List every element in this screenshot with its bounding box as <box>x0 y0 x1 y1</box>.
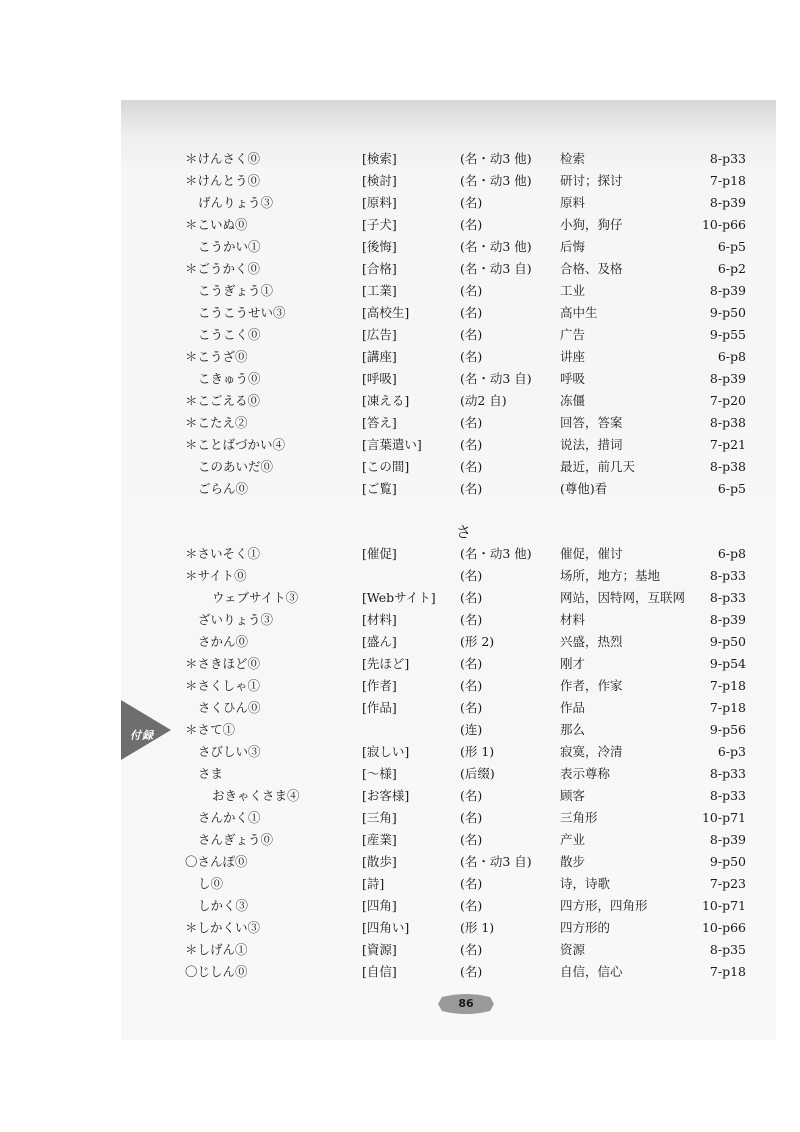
entry-ref: 7-p18 <box>709 700 746 715</box>
entry-kanji: [高校生] <box>362 305 410 320</box>
entry-ref: 9-p50 <box>709 305 746 320</box>
entry-ref: 7-p21 <box>709 437 746 452</box>
entry-meaning: 产业 <box>560 832 586 847</box>
entry-ref: 6-p2 <box>717 261 746 276</box>
entry-kanji: [子犬] <box>362 217 397 232</box>
entry-word: ＊けんとう⓪ <box>185 173 261 188</box>
entry-pos: (名・动3 自) <box>460 371 532 386</box>
entry-kanji: [作者] <box>362 678 397 693</box>
entry-kanji: [散歩] <box>362 854 397 869</box>
entry-ref: 7-p18 <box>709 173 746 188</box>
entry-word: おきゃくさま④ <box>212 788 300 803</box>
entry-kanji: [四角] <box>362 898 397 913</box>
entry-ref: 8-p33 <box>709 788 746 803</box>
list-item <box>0 829 800 851</box>
entry-word: このあいだ⓪ <box>198 459 274 474</box>
entry-pos: (名) <box>460 349 483 364</box>
entry-pos: (名・动3 自) <box>460 854 532 869</box>
list-item <box>0 653 800 675</box>
list-item <box>0 895 800 917</box>
entry-word: ＊サイト⓪ <box>185 568 247 583</box>
list-item <box>0 697 800 719</box>
entry-meaning: (尊他)看 <box>560 481 608 496</box>
entry-kanji: [作品] <box>362 700 397 715</box>
entry-word: ＊さいそく① <box>185 546 261 561</box>
entry-ref: 7-p20 <box>709 393 746 408</box>
entry-pos: (名) <box>460 942 483 957</box>
entry-meaning: 诗，诗歌 <box>560 876 611 891</box>
entry-meaning: 刚才 <box>560 656 586 671</box>
entry-meaning: 研讨；探讨 <box>560 173 623 188</box>
entry-kanji: [後悔] <box>362 239 397 254</box>
entry-ref: 8-p39 <box>709 195 746 210</box>
entry-kanji: [詩] <box>362 876 385 891</box>
entry-kanji: [催促] <box>362 546 397 561</box>
entry-pos: (名・动3 他) <box>460 173 532 188</box>
entry-meaning: 回答，答案 <box>560 415 623 430</box>
entry-meaning: 场所，地方；基地 <box>560 568 661 583</box>
entry-pos: (名) <box>460 481 483 496</box>
list-item <box>0 324 800 346</box>
entry-ref: 8-p39 <box>709 612 746 627</box>
entry-pos: (名) <box>460 459 483 474</box>
entry-meaning: 催促，催讨 <box>560 546 623 561</box>
entry-ref: 10-p71 <box>701 898 746 913</box>
entry-word: こうこく⓪ <box>198 327 261 342</box>
entry-word: ＊けんさく⓪ <box>185 151 261 166</box>
entry-ref: 9-p50 <box>709 854 746 869</box>
entry-meaning: 散步 <box>560 854 586 869</box>
entry-meaning: 材料 <box>560 612 586 627</box>
entry-pos: (名・动3 他) <box>460 239 532 254</box>
entry-pos: (形 1) <box>460 920 495 935</box>
entry-kanji: [検索] <box>362 151 397 166</box>
entry-ref: 6-p3 <box>717 744 746 759</box>
entry-pos: (连) <box>460 722 483 737</box>
entry-meaning: 检索 <box>560 151 586 166</box>
entry-meaning: 表示尊称 <box>560 766 611 781</box>
entry-word: ＊ごうかく⓪ <box>185 261 261 276</box>
entry-kanji: [Webサイト] <box>362 590 436 605</box>
entry-pos: (名) <box>460 568 483 583</box>
entry-word: ごらん⓪ <box>198 481 249 496</box>
entry-pos: (形 1) <box>460 744 495 759</box>
entry-pos: (名) <box>460 437 483 452</box>
entry-ref: 10-p66 <box>701 217 746 232</box>
entry-ref: 8-p33 <box>709 151 746 166</box>
entry-kanji: [材料] <box>362 612 397 627</box>
appendix-tab-label: 付録 <box>130 729 154 742</box>
list-item <box>0 148 800 170</box>
entry-pos: (动2 自) <box>460 393 507 408</box>
entry-ref: 9-p56 <box>709 722 746 737</box>
entry-ref: 6-p8 <box>717 349 746 364</box>
entry-pos: (后缀) <box>460 766 495 781</box>
entry-kanji: [お客様] <box>362 788 410 803</box>
entry-pos: (名) <box>460 590 483 605</box>
entry-meaning: 原料 <box>560 195 586 210</box>
list-item <box>0 763 800 785</box>
list-item <box>0 675 800 697</box>
entry-kanji: [広告] <box>362 327 397 342</box>
entry-pos: (名・动3 他) <box>460 151 532 166</box>
entry-kanji: [四角い] <box>362 920 410 935</box>
entry-pos: (名) <box>460 678 483 693</box>
page-number: 86 <box>458 997 474 1010</box>
entry-meaning: 工业 <box>560 283 586 298</box>
entry-ref: 8-p33 <box>709 590 746 605</box>
entry-kanji: [検討] <box>362 173 397 188</box>
entry-ref: 6-p8 <box>717 546 746 561</box>
entry-meaning: 顾客 <box>560 788 586 803</box>
entry-word: ＊こたえ② <box>185 415 248 430</box>
entry-pos: (名) <box>460 832 483 847</box>
entry-kanji: [凍える] <box>362 393 410 408</box>
entry-meaning: 四方形的 <box>560 920 611 935</box>
entry-word: 〇さんぽ⓪ <box>185 854 248 869</box>
entry-ref: 8-p39 <box>709 371 746 386</box>
entry-ref: 8-p35 <box>709 942 746 957</box>
entry-kanji: [合格] <box>362 261 397 276</box>
entry-pos: (名) <box>460 195 483 210</box>
entry-meaning: 网站，因特网，互联网 <box>560 590 686 605</box>
entry-word: しかく③ <box>198 898 249 913</box>
list-item <box>0 543 800 565</box>
entry-meaning: 兴盛，热烈 <box>560 634 623 649</box>
entry-meaning: 那么 <box>560 722 586 737</box>
entry-pos: (名) <box>460 898 483 913</box>
entry-pos: (名) <box>460 283 483 298</box>
list-item <box>0 741 800 763</box>
entry-ref: 6-p5 <box>717 481 746 496</box>
list-item <box>0 719 800 741</box>
entry-ref: 6-p5 <box>717 239 746 254</box>
entry-kanji: [盛ん] <box>362 634 397 649</box>
entry-ref: 8-p39 <box>709 832 746 847</box>
entry-meaning: 小狗，狗仔 <box>560 217 623 232</box>
entry-ref: 8-p38 <box>709 459 746 474</box>
list-item <box>0 609 800 631</box>
list-item <box>0 851 800 873</box>
entry-pos: (名) <box>460 964 483 979</box>
entry-meaning: 寂寞，冷清 <box>560 744 623 759</box>
entry-meaning: 自信，信心 <box>560 964 623 979</box>
list-item <box>0 873 800 895</box>
entry-meaning: 呼吸 <box>560 371 586 386</box>
entry-kanji: [答え] <box>362 415 397 430</box>
list-item <box>0 917 800 939</box>
entry-pos: (名) <box>460 327 483 342</box>
entry-word: ざいりょう③ <box>198 612 274 627</box>
entry-meaning: 广告 <box>560 327 586 342</box>
entry-kanji: [原料] <box>362 195 397 210</box>
entry-kanji: [言葉遣い] <box>362 437 422 452</box>
entry-meaning: 最近，前几天 <box>560 459 636 474</box>
entry-word: こうぎょう① <box>198 283 274 298</box>
entry-meaning: 冻僵 <box>560 393 586 408</box>
entry-word: ＊しかくい③ <box>185 920 261 935</box>
list-item <box>0 258 800 280</box>
entry-kanji: [呼吸] <box>362 371 397 386</box>
entry-pos: (名) <box>460 217 483 232</box>
entry-meaning: 作品 <box>560 700 586 715</box>
entry-meaning: 高中生 <box>560 305 598 320</box>
entry-ref: 8-p33 <box>709 766 746 781</box>
entry-kanji: [寂しい] <box>362 744 410 759</box>
list-item <box>0 368 800 390</box>
entry-word: ＊ことばづかい④ <box>185 437 286 452</box>
entry-ref: 10-p66 <box>701 920 746 935</box>
entry-pos: (名・动3 他) <box>460 546 532 561</box>
entry-ref: 8-p39 <box>709 283 746 298</box>
list-item <box>0 214 800 236</box>
entry-pos: (名) <box>460 788 483 803</box>
list-item <box>0 192 800 214</box>
entry-word: さかん⓪ <box>198 634 249 649</box>
entry-meaning: 说法，措词 <box>560 437 623 452</box>
entry-word: げんりょう③ <box>198 195 274 210</box>
list-item <box>0 170 800 192</box>
entry-word: さびしい③ <box>198 744 261 759</box>
entry-ref: 9-p54 <box>709 656 746 671</box>
entry-meaning: 三角形 <box>560 810 598 825</box>
entry-kanji: [三角] <box>362 810 397 825</box>
entry-pos: (名) <box>460 810 483 825</box>
entry-meaning: 四方形，四角形 <box>560 898 648 913</box>
entry-word: さんぎょう⓪ <box>198 832 274 847</box>
list-item <box>0 412 800 434</box>
section-heading: さ <box>456 523 472 541</box>
entry-word: さくひん⓪ <box>198 700 261 715</box>
entry-word: ＊さて① <box>185 722 236 737</box>
entry-pos: (名) <box>460 876 483 891</box>
entry-pos: (名) <box>460 415 483 430</box>
entry-meaning: 后悔 <box>560 239 586 254</box>
list-item <box>0 478 800 500</box>
entry-kanji: [講座] <box>362 349 397 364</box>
entry-word: ＊さくしゃ① <box>185 678 261 693</box>
list-item <box>0 456 800 478</box>
entry-ref: 10-p71 <box>701 810 746 825</box>
entry-kanji: [産業] <box>362 832 397 847</box>
entry-word: ＊こごえる⓪ <box>185 393 261 408</box>
entry-pos: (形 2) <box>460 634 495 649</box>
list-item <box>0 302 800 324</box>
entry-ref: 9-p55 <box>709 327 746 342</box>
entry-ref: 9-p50 <box>709 634 746 649</box>
entry-pos: (名) <box>460 612 483 627</box>
list-item <box>0 807 800 829</box>
entry-meaning: 讲座 <box>560 349 586 364</box>
list-item <box>0 961 800 983</box>
entry-word: さんかく① <box>198 810 261 825</box>
entry-word: 〇じしん⓪ <box>185 964 248 979</box>
entry-word: こうこうせい③ <box>198 305 286 320</box>
entry-ref: 7-p18 <box>709 678 746 693</box>
entry-ref: 8-p33 <box>709 568 746 583</box>
entry-word: こうかい① <box>198 239 261 254</box>
entry-word: こきゅう⓪ <box>198 371 261 386</box>
entry-ref: 8-p38 <box>709 415 746 430</box>
entry-word: ＊こいぬ⓪ <box>185 217 248 232</box>
entry-kanji: [工業] <box>362 283 397 298</box>
entry-word: ＊さきほど⓪ <box>185 656 261 671</box>
entry-pos: (名) <box>460 700 483 715</box>
entry-pos: (名) <box>460 305 483 320</box>
entry-kanji: [ご覧] <box>362 481 397 496</box>
list-item <box>0 785 800 807</box>
entry-meaning: 合格、及格 <box>560 261 623 276</box>
entry-pos: (名・动3 自) <box>460 261 532 276</box>
list-item <box>0 434 800 456</box>
entry-kanji: [自信] <box>362 964 397 979</box>
entry-word: さま <box>198 766 224 781</box>
entry-meaning: 作者，作家 <box>560 678 623 693</box>
entry-word: ウェブサイト③ <box>212 590 299 605</box>
entry-meaning: 资源 <box>560 942 586 957</box>
entry-kanji: [先ほど] <box>362 656 410 671</box>
list-item <box>0 587 800 609</box>
entry-pos: (名) <box>460 656 483 671</box>
list-item <box>0 631 800 653</box>
list-item <box>0 565 800 587</box>
entry-word: し⓪ <box>198 876 224 891</box>
entry-kanji: [資源] <box>362 942 397 957</box>
list-item <box>0 390 800 412</box>
list-item <box>0 939 800 961</box>
entry-word: ＊しげん① <box>185 942 248 957</box>
entry-kanji: [～様] <box>362 766 397 781</box>
list-item <box>0 280 800 302</box>
entry-word: ＊こうざ⓪ <box>185 349 248 364</box>
entry-ref: 7-p23 <box>709 876 746 891</box>
list-item <box>0 346 800 368</box>
list-item <box>0 236 800 258</box>
entry-kanji: [この間] <box>362 459 410 474</box>
entry-ref: 7-p18 <box>709 964 746 979</box>
